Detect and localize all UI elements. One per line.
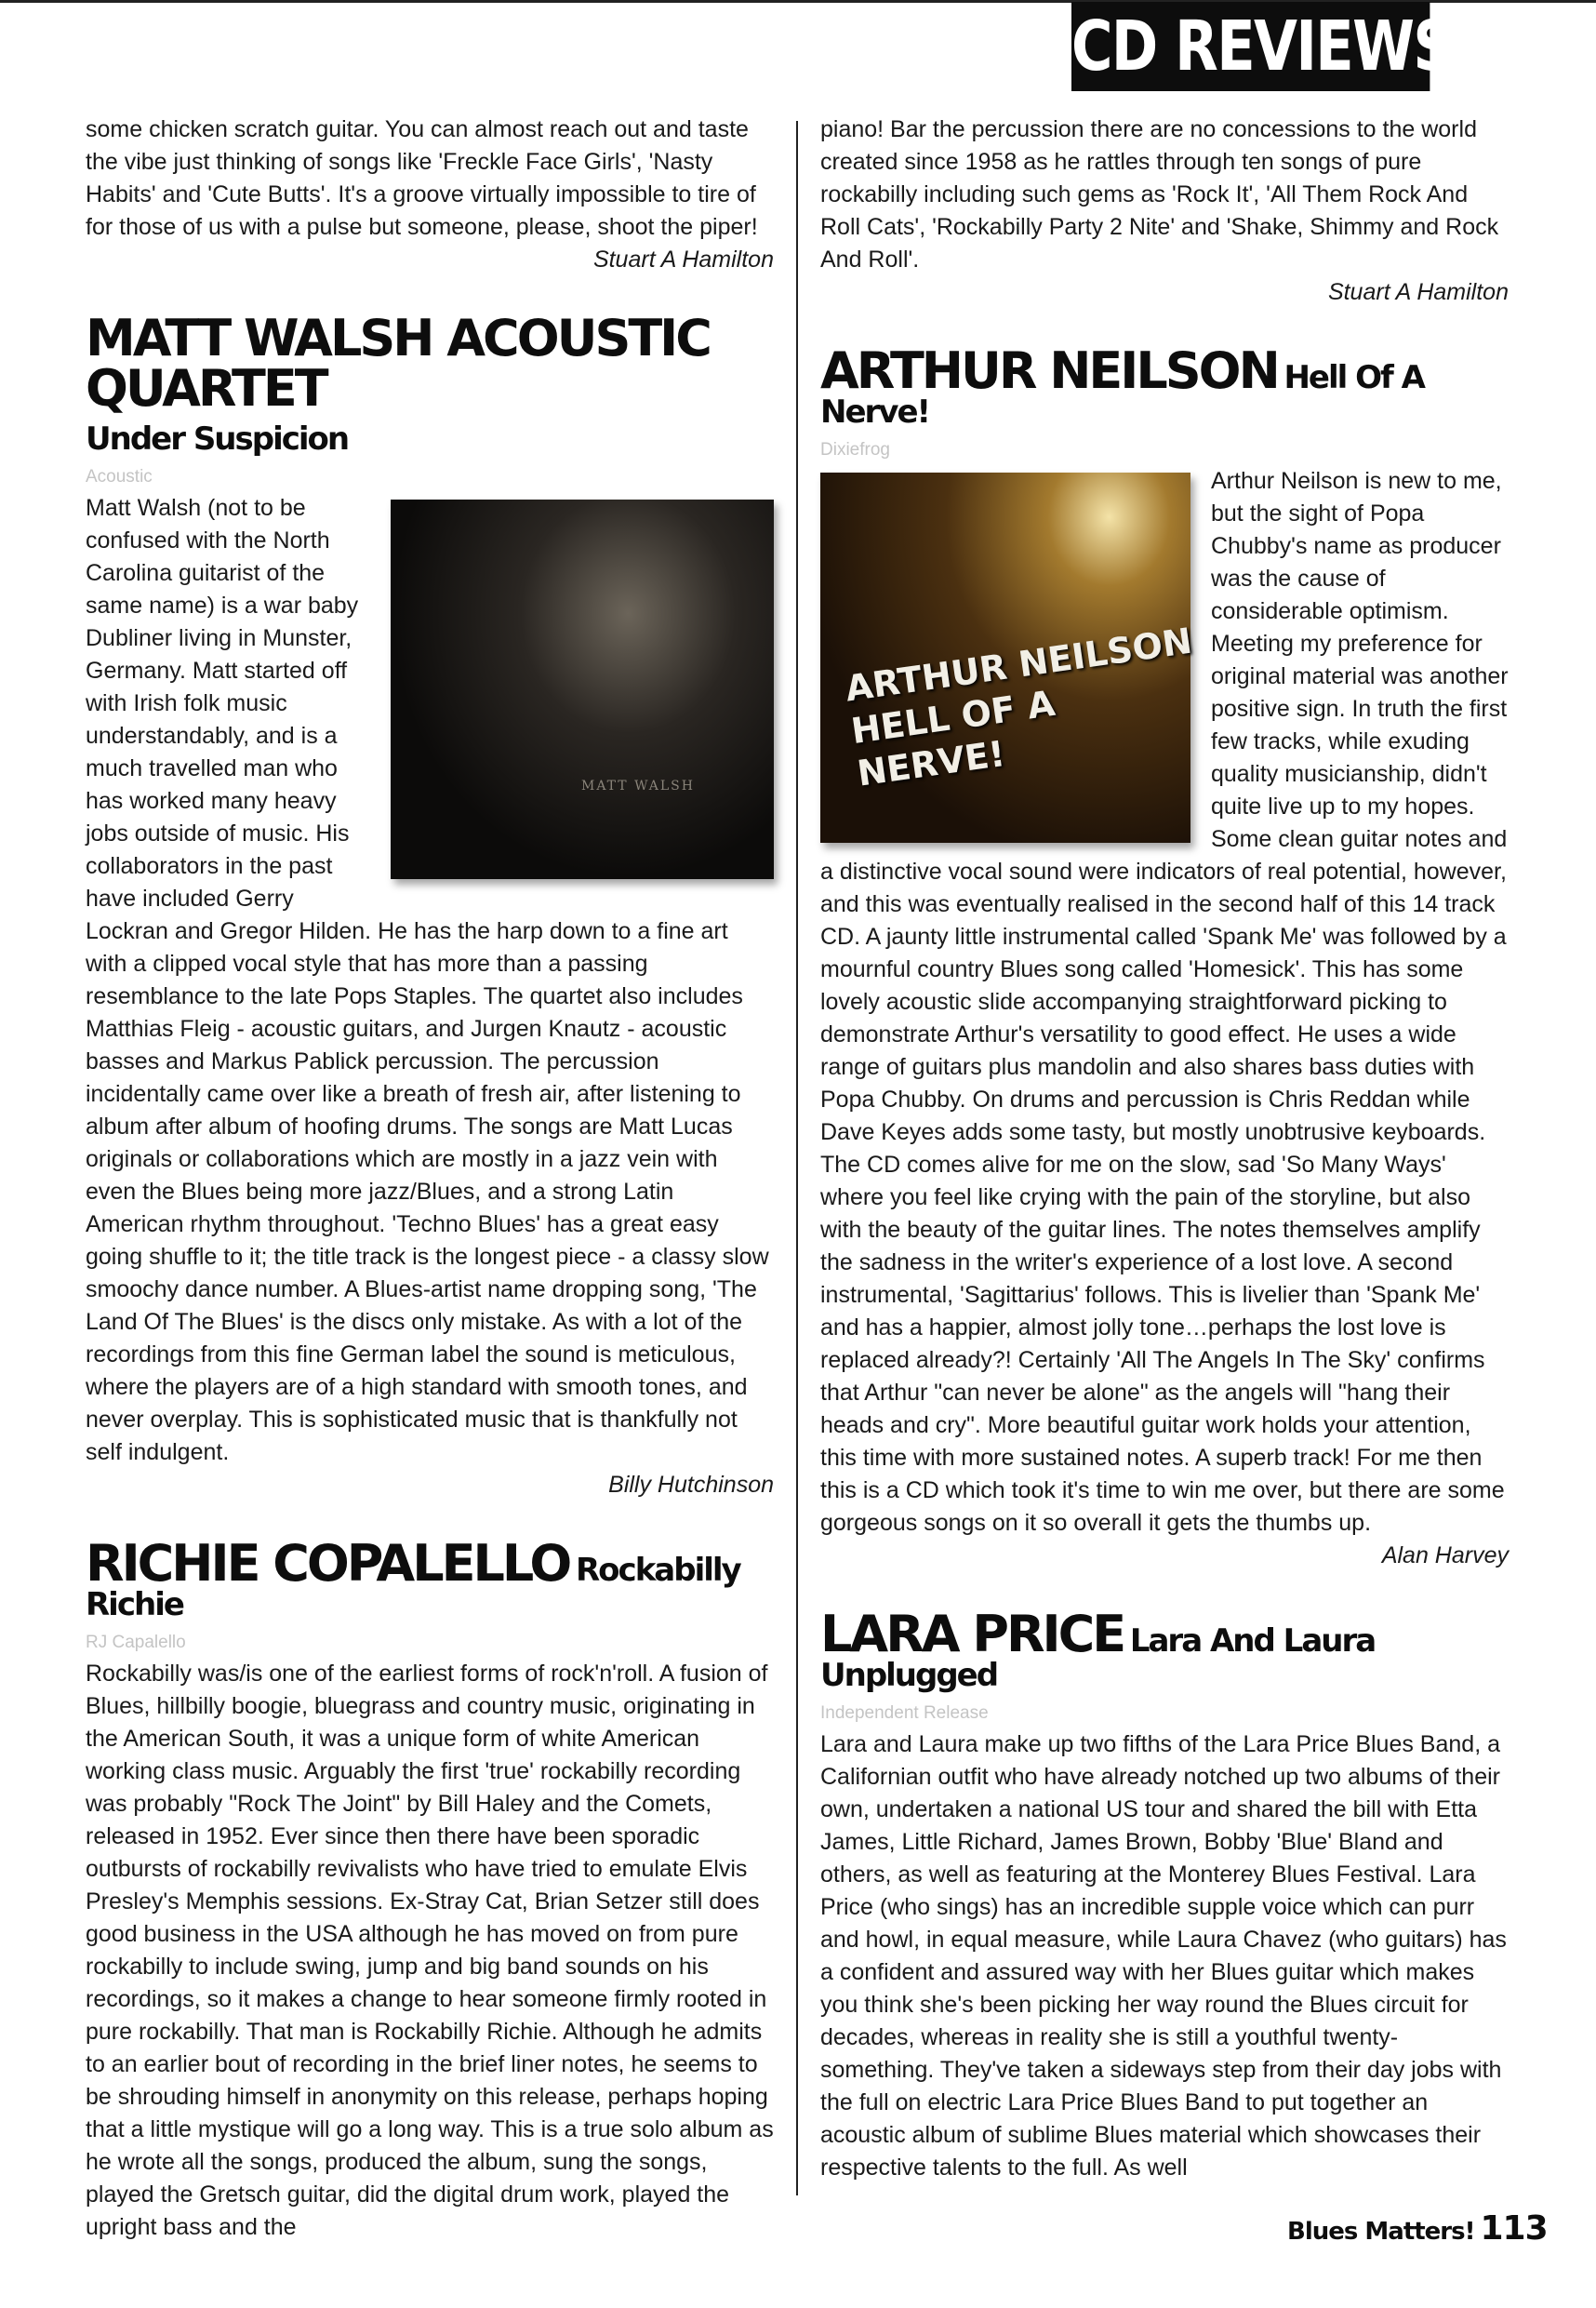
review-richie-copalello <box>86 1534 774 2244</box>
review-matt-walsh <box>86 309 774 1501</box>
section-banner: CD REVIEWS <box>1071 2 1430 91</box>
artist-name: RICHIE COPALELLO <box>86 1534 570 1593</box>
review-arthur-neilson <box>820 341 1509 1572</box>
album-title: Lara And Laura Unplugged <box>820 1622 1376 1694</box>
cover-title: ARTHUR NEILSON HELL OF A NERVE! <box>843 620 1195 794</box>
album-cover-image <box>820 473 1195 843</box>
review-heading <box>86 309 774 458</box>
record-label: Independent Release <box>820 1703 989 1723</box>
left-column <box>86 113 774 2244</box>
cover-caption: MATT WALSH <box>581 779 695 794</box>
byline: Alan Harvey <box>1381 1542 1509 1568</box>
magazine-name: Blues Matters! <box>1287 2218 1475 2246</box>
record-label: Acoustic <box>86 467 153 487</box>
album-cover-image <box>391 500 774 879</box>
byline: Stuart A Hamilton <box>592 247 774 273</box>
continuation-text-left: some chicken scratch guitar. You can almost reach out and taste the vibe just thinking of songs like 'Freckle Face Girls', 'Nasty Habits' and 'Cute Butts'. It's a groove virtually impossible to tire of for those of us with a pulse but someone, please, shoot the piper! <box>86 116 758 240</box>
review-text: Matt Walsh (not to be confused with the North Carolina guitarist of the same name) is a war baby Dubliner living in Munster, Germany. Matt started off with Irish folk music understandably, and is a much travelled man who has worked many heavy jobs outside of music. His collaborators in the past have included Gerry Lockran and Gregor Hilden. He has the harp down to a fine art with a clipped vocal style that has more than a passing resemblance to the late Pops Staples. The quartet also includes Matthias Fleig - acoustic guitars, and Jurgen Knautz - acoustic basses and Markus Pablick percussion. The percussion incidentally came over like a breath of fresh air, after listening to album after album of hoofing drums. The songs are Matt Lucas originals or collaborations which are mostly in a jazz vein with even the Blues being more jazz/Blues, and a strong Latin American rhythm throughout. 'Techno Blues' has a great easy going shuffle to it; the title track is the longest piece - a classy slow smoochy dance number. A Blues-artist name dropping song, 'The Land Of The Blues' is the discs only mistake. As with a lot of the recordings from this fine German label the sound is meticulous, where the players are of a high standard with smooth tones, and never overplay. This is sophisticated music that is thankfully not self indulgent. <box>86 495 769 1465</box>
page-footer <box>1287 2209 1548 2248</box>
review-text: Rockabilly was/is one of the earliest forms of rock'n'roll. A fusion of Blues, hillbilly boogie, bluegrass and country music, originating in the American South, it was a unique form of white American working class music. Arguably the first 'true' rockabilly recording was probably "Rock The Joint" by Bill Haley and the Comets, released in 1952. Ever since then there have been sporadic outbursts of rockabilly revivalists who have tried to emulate Elvis Presley's Memphis sessions. Ex-Stray Cat, Brian Setzer still does good business in the USA although he has moved on from pure rockabilly to include swing, jump and big band sounds on his recordings, so it makes a change to hear someone firmly rooted in pure rockabilly. That man is Rockabilly Richie. Although he admits to an earlier bout of recording in the brief liner notes, he seems to be shrouding himself in anonymity on this release, perhaps hoping that a little mystique will go a long way. This is a true solo album as he wrote all the songs, produced the album, sung the songs, played the Gretsch guitar, did the digital drum work, played the upright bass and the <box>86 1661 774 2240</box>
byline: Stuart A Hamilton <box>1327 279 1509 305</box>
review-heading <box>820 341 1509 431</box>
review-lara-price <box>820 1605 1509 2184</box>
record-label: RJ Capalello <box>86 1633 186 1652</box>
page-number: 113 <box>1480 2209 1548 2248</box>
column-divider <box>796 121 798 2195</box>
continuation-text-right: piano! Bar the percussion there are no concessions to the world created since 1958 as he rattles through ten songs of pure rockabilly including such gems as 'Rock It', 'All Them Rock And Roll Cats', 'Rockabilly Party 2 Nite' and 'Shake, Shimmy and Rock And Roll'. <box>820 116 1499 273</box>
review-text: Arthur Neilson is new to me, but the sight of Popa Chubby's name as producer was the cause of considerable optimism. Meeting my preference for original material was another positive sign. In truth the first few tracks, while exuding quality musicianship, didn't quite live up to my hopes. Some clean guitar notes and a distinctive vocal sound were indicators of real potential, however, and this was eventually realised in the second half of this 14 track CD. A jaunty little instrumental called 'Spank Me' was followed by a mournful country Blues song called 'Homesick'. This has some lovely acoustic slide accompanying straightforward picking to demonstrate Arthur's versatility to good effect. He uses a wide range of guitars plus mandolin and also shares bass duties with Popa Chubby. On drums and percussion is Chris Reddan while Dave Keyes adds some tasty, but mostly unobtrusive keyboards. The CD comes alive for me on the slow, sad 'So Many Ways' where you feel like crying with the pain of the storyline, but also with the beauty of the guitar lines. The notes themselves amplify the sadness in the writer's experience of a lost love. A second instrumental, 'Sagittarius' follows. This is livelier than 'Spank Me' and has a happier, almost jolly tone…perhaps the lost love is replaced already?! Certainly 'All The Angels In The Sky' confirms that Arthur "can never be alone" as the angels will "hang their heads and cry". More beautiful guitar work holds your attention, this time with more sustained notes. A superb track! For me then this is a CD which took it's time to win me over, but there are some gorgeous songs on it so overall it gets the thumbs up. <box>820 468 1509 1536</box>
album-title: Rockabilly Richie <box>86 1552 740 1623</box>
review-heading <box>86 1534 774 1623</box>
album-title: Under Suspicion <box>86 420 349 458</box>
right-column <box>820 113 1509 2184</box>
artist-name: ARTHUR NEILSON <box>820 341 1278 400</box>
review-heading <box>820 1605 1509 1694</box>
review-text: Lara and Laura make up two fifths of the Lara Price Blues Band, a Californian outfit who have already notched up two albums of their own, undertaken a national US tour and shared the bill with Etta James, Little Richard, James Brown, Bobby 'Blue' Bland and others, as well as featuring at the Monterey Blues Festival. Lara Price (who sings) has an incredible supple voice which can purr and howl, in equal measure, while Laura Chavez (who guitars) has a confident and assured way with her Blues guitar which makes you think she's been picking her way round the Blues circuit for decades, whereas in reality she is still a youthful twenty-something. They've taken a sideways step from their day jobs with the full on electric Lara Price Blues Band to put together an acoustic album of sublime Blues material which showcases their respective talents to the full. As well <box>820 1731 1507 2181</box>
record-label: Dixiefrog <box>820 440 890 460</box>
byline: Billy Hutchinson <box>608 1472 774 1498</box>
artist-name: LARA PRICE <box>820 1605 1124 1663</box>
artist-name: MATT WALSH ACOUSTIC QUARTET <box>86 309 710 418</box>
album-title: Hell Of A Nerve! <box>820 359 1424 431</box>
